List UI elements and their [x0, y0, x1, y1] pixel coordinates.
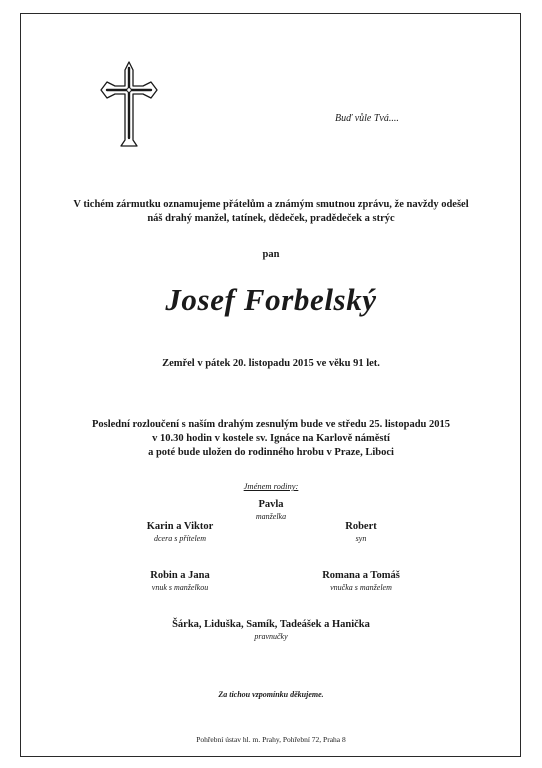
- member-name: Robin a Jana: [150, 570, 210, 581]
- member-name: Romana a Tomáš: [322, 570, 400, 581]
- member-relation: dcera s přítelem: [154, 534, 206, 543]
- intro-line: V tichém zármutku oznamujeme přátelům a známým smutnou zprávu, že navždy odešel: [73, 199, 469, 210]
- farewell-line: Poslední rozloučení s naším drahým zesnulým bude ve středu 25. listopadu 2015: [91, 419, 450, 430]
- family-member: [221, 499, 321, 521]
- member-relation: vnučka s manželem: [330, 583, 392, 592]
- farewell-line: v 10.30 hodin v kostele sv. Ignáce na Karlově náměstí: [152, 433, 390, 444]
- family-member: [120, 521, 240, 543]
- death-notice: Zemřel v pátek 20. listopadu 2015 ve věku 91 let.: [162, 358, 380, 369]
- member-name: Karin a Viktor: [146, 521, 214, 532]
- member-relation: syn: [355, 534, 367, 543]
- title-prefix: pan: [262, 249, 280, 260]
- farewell-line: a poté bude uložen do rodinného hrobu v Praze, Liboci: [148, 447, 394, 458]
- member-name: Pavla: [258, 499, 284, 510]
- member-relation: pravnučky: [254, 632, 288, 641]
- family-member: [120, 570, 240, 592]
- family-label: Jménem rodiny:: [243, 481, 299, 491]
- page-border: [20, 13, 521, 757]
- member-relation: vnuk s manželkou: [151, 583, 209, 592]
- family-member: [131, 619, 411, 641]
- member-name: Robert: [345, 521, 377, 532]
- cross-icon: [99, 60, 159, 150]
- family-member: [301, 570, 421, 592]
- intro-text: [0, 198, 542, 226]
- family-member: [311, 521, 411, 543]
- intro-line: náš drahý manžel, tatínek, dědeček, pradědeček a strýc: [147, 213, 395, 224]
- farewell-text: [0, 418, 542, 460]
- motto: Buď vůle Tvá....: [335, 113, 399, 124]
- footer-text: Pohřební ústav hl. m. Prahy, Pohřební 72, Praha 8: [196, 735, 346, 744]
- thanks-text: Za tichou vzpomínku děkujeme.: [218, 690, 324, 699]
- deceased-name: Josef Forbelský: [165, 282, 377, 317]
- member-relation: manželka: [255, 512, 287, 521]
- member-name: Šárka, Liduška, Samík, Tadeášek a Hanička: [172, 619, 370, 630]
